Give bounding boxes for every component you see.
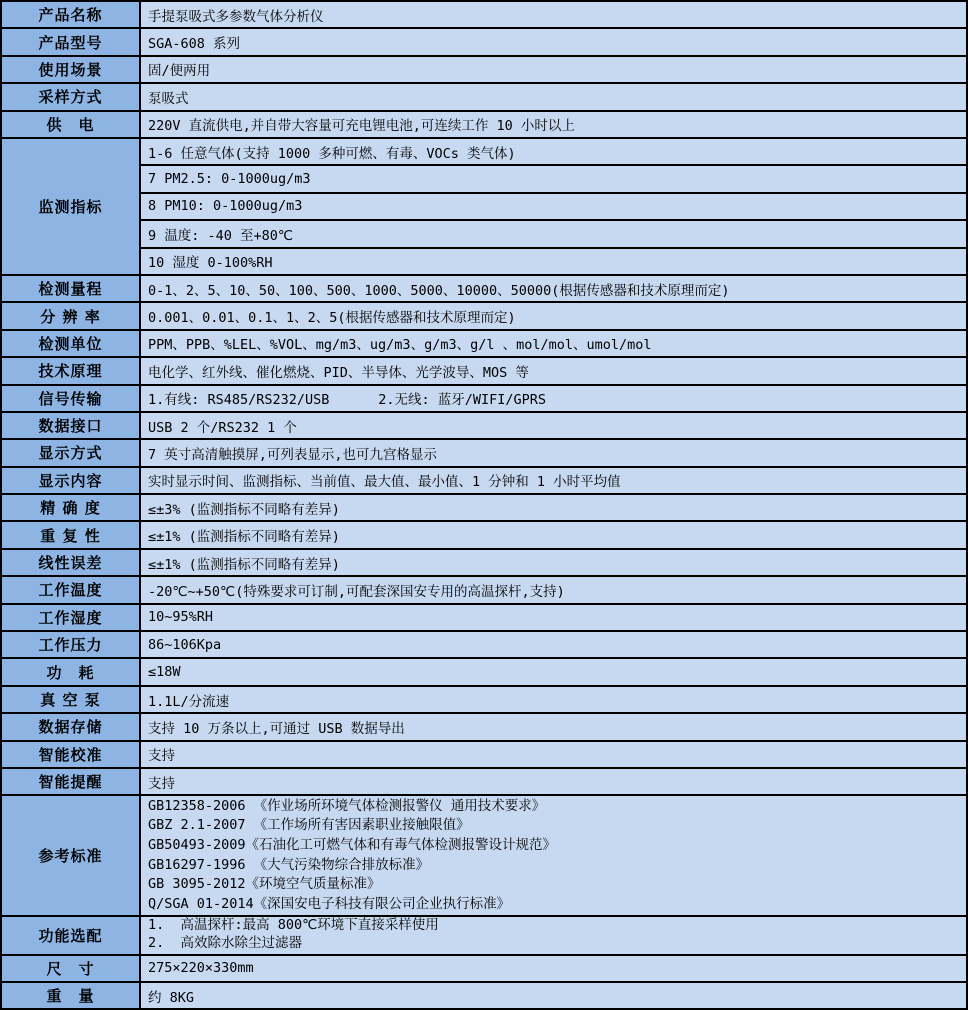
spec-values-weight — [141, 983, 966, 1008]
spec-values-tech-principle — [141, 358, 966, 383]
spec-value-line: GB12358-2006 《作业场所环境气体检测报警仪 通用技术要求》 — [148, 797, 546, 814]
spec-values-repeatability — [141, 522, 966, 547]
spec-values-ref-standards — [141, 796, 966, 915]
spec-value-cell: 7 英寸高清触摸屏,可列表显示,也可九宫格显示 — [148, 446, 438, 463]
spec-value-cell: 7 PM2.5: 0-1000ug/m3 — [141, 164, 966, 191]
spec-value-cell: 275×220×330mm — [148, 960, 254, 977]
spec-value-cell: 支持 — [148, 775, 175, 792]
spec-values-dimensions — [141, 956, 966, 981]
spec-value-line: 2. 高效除水除尘过滤器 — [148, 935, 303, 952]
spec-row-resolution — [2, 301, 966, 328]
spec-label-power-consume: 功 耗 — [2, 659, 141, 684]
spec-value-cell: 0.001、0.01、0.1、1、2、5(根据传感器和技术原理而定) — [148, 310, 516, 327]
spec-value-cell: 0-1、2、5、10、50、100、500、1000、5000、10000、50000(根据传感器和技术原理而定) — [148, 282, 730, 299]
spec-label-sampling-method: 采样方式 — [2, 84, 141, 109]
spec-values-display-content — [141, 468, 966, 493]
spec-row-power-consume — [2, 657, 966, 684]
spec-row-weight — [2, 981, 966, 1008]
spec-value-cell: 手提泵吸式多参数气体分析仪 — [148, 8, 324, 25]
spec-row-smart-calib — [2, 740, 966, 767]
spec-values-linearity-error — [141, 550, 966, 575]
spec-label-monitor-targets: 监测指标 — [2, 139, 141, 274]
spec-row-display-content — [2, 466, 966, 493]
spec-label-display-content: 显示内容 — [2, 468, 141, 493]
spec-values-monitor-targets — [141, 139, 966, 274]
spec-label-data-storage: 数据存储 — [2, 714, 141, 739]
spec-value-cell: 电化学、红外线、催化燃烧、PID、半导体、光学波导、MOS 等 — [148, 364, 529, 381]
spec-label-work-pressure: 工作压力 — [2, 632, 141, 657]
spec-value-cell: 10 湿度 0-100%RH — [141, 247, 966, 274]
spec-value-cell: ≤±1% (监测指标不同略有差异) — [148, 556, 340, 573]
spec-values-signal-transfer — [141, 386, 966, 411]
spec-value-cell: ≤18W — [148, 664, 181, 681]
spec-row-dimensions — [2, 954, 966, 981]
spec-values-power-supply — [141, 112, 966, 137]
spec-values-display-mode — [141, 440, 966, 465]
spec-value-cell: PPM、PPB、%LEL、%VOL、mg/m3、ug/m3、g/m3、g/l 、mol/mol、umol/mol — [148, 337, 652, 354]
spec-label-usage-scene: 使用场景 — [2, 57, 141, 82]
spec-value-cell: 约 8KG — [148, 989, 195, 1006]
spec-label-resolution: 分 辨 率 — [2, 303, 141, 328]
spec-label-tech-principle: 技术原理 — [2, 358, 141, 383]
spec-value-line: Q/SGA 01-2014《深国安电子科技有限公司企业执行标准》 — [148, 895, 511, 912]
spec-values-usage-scene — [141, 57, 966, 82]
spec-row-signal-transfer — [2, 384, 966, 411]
spec-value-cell: 泵吸式 — [148, 90, 189, 107]
spec-value-cell: 8 PM10: 0-1000ug/m3 — [141, 192, 966, 219]
spec-value-line: GBZ 2.1-2007 《工作场所有害因素职业接触限值》 — [148, 817, 470, 834]
spec-values-optional-func — [141, 917, 966, 954]
spec-values-power-consume — [141, 659, 966, 684]
spec-value-cell: ≤±1% (监测指标不同略有差异) — [148, 529, 340, 546]
spec-row-smart-remind — [2, 767, 966, 794]
spec-label-dimensions: 尺 寸 — [2, 956, 141, 981]
spec-row-work-pressure — [2, 630, 966, 657]
spec-label-optional-func: 功能选配 — [2, 917, 141, 954]
spec-row-optional-func — [2, 915, 966, 954]
spec-label-detect-range: 检测量程 — [2, 276, 141, 301]
spec-values-smart-remind — [141, 769, 966, 794]
spec-value-line: GB 3095-2012《环境空气质量标准》 — [148, 876, 381, 893]
spec-row-usage-scene — [2, 55, 966, 82]
spec-label-product-name: 产品名称 — [2, 2, 141, 27]
spec-label-power-supply: 供 电 — [2, 112, 141, 137]
spec-row-linearity-error — [2, 548, 966, 575]
spec-label-data-interface: 数据接口 — [2, 413, 141, 438]
spec-row-display-mode — [2, 438, 966, 465]
spec-label-vacuum-pump: 真 空 泵 — [2, 687, 141, 712]
spec-row-detect-unit — [2, 329, 966, 356]
spec-label-linearity-error: 线性误差 — [2, 550, 141, 575]
spec-label-work-humidity: 工作湿度 — [2, 605, 141, 630]
spec-row-power-supply — [2, 110, 966, 137]
spec-values-work-temp — [141, 577, 966, 602]
spec-values-detect-range — [141, 276, 966, 301]
spec-values-resolution — [141, 303, 966, 328]
spec-row-work-humidity — [2, 603, 966, 630]
spec-value-cell: -20℃~+50℃(特殊要求可订制,可配套深国安专用的高温探杆,支持) — [148, 583, 565, 600]
spec-value-cell: 1.有线: RS485/RS232/USB 2.无线: 蓝牙/WIFI/GPRS — [148, 392, 546, 409]
spec-value-cell: 支持 — [148, 748, 175, 765]
spec-label-smart-remind: 智能提醒 — [2, 769, 141, 794]
spec-row-accuracy — [2, 493, 966, 520]
spec-label-work-temp: 工作温度 — [2, 577, 141, 602]
spec-row-monitor-targets — [2, 137, 966, 274]
spec-values-product-name — [141, 2, 966, 27]
spec-label-signal-transfer: 信号传输 — [2, 386, 141, 411]
spec-label-display-mode: 显示方式 — [2, 440, 141, 465]
spec-value-cell: 实时显示时间、监测指标、当前值、最大值、最小值、1 分钟和 1 小时平均值 — [148, 474, 621, 491]
spec-values-data-storage — [141, 714, 966, 739]
spec-value-cell: 1.1L/分流速 — [148, 693, 230, 710]
spec-values-product-model — [141, 29, 966, 54]
spec-row-tech-principle — [2, 356, 966, 383]
spec-value-cell: 10~95%RH — [148, 609, 214, 626]
spec-values-work-pressure — [141, 632, 966, 657]
spec-values-vacuum-pump — [141, 687, 966, 712]
spec-value-cell: USB 2 个/RS232 1 个 — [148, 419, 297, 436]
spec-value-cell: SGA-608 系列 — [148, 36, 241, 53]
spec-label-detect-unit: 检测单位 — [2, 331, 141, 356]
spec-row-data-interface — [2, 411, 966, 438]
spec-value-cell — [141, 917, 966, 954]
spec-value-line: GB50493-2009《石油化工可燃气体和有毒气体检测报警设计规范》 — [148, 837, 557, 854]
spec-values-data-interface — [141, 413, 966, 438]
spec-values-smart-calib — [141, 742, 966, 767]
spec-row-sampling-method — [2, 82, 966, 109]
spec-values-detect-unit — [141, 331, 966, 356]
spec-value-cell: 1-6 任意气体(支持 1000 多种可燃、有毒、VOCs 类气体) — [148, 145, 516, 162]
spec-label-product-model: 产品型号 — [2, 29, 141, 54]
spec-label-repeatability: 重 复 性 — [2, 522, 141, 547]
spec-value-cell: ≤±3% (监测指标不同略有差异) — [148, 501, 340, 518]
spec-row-vacuum-pump — [2, 685, 966, 712]
spec-row-detect-range — [2, 274, 966, 301]
spec-values-work-humidity — [141, 605, 966, 630]
spec-values-accuracy — [141, 495, 966, 520]
spec-row-work-temp — [2, 575, 966, 602]
spec-label-ref-standards: 参考标准 — [2, 796, 141, 915]
spec-values-sampling-method — [141, 84, 966, 109]
spec-value-cell: 固/便两用 — [148, 63, 211, 80]
spec-value-cell: 86~106Kpa — [148, 636, 222, 653]
spec-row-ref-standards — [2, 794, 966, 915]
spec-value-line: 1. 高温探杆:最高 800℃环境下直接采样使用 — [148, 917, 439, 934]
spec-label-weight: 重 量 — [2, 983, 141, 1008]
spec-label-smart-calib: 智能校准 — [2, 742, 141, 767]
spec-row-product-model — [2, 27, 966, 54]
spec-value-cell: 支持 10 万条以上,可通过 USB 数据导出 — [148, 720, 405, 737]
spec-row-repeatability — [2, 520, 966, 547]
spec-value-cell: 220V 直流供电,并自带大容量可充电锂电池,可连续工作 10 小时以上 — [148, 118, 575, 135]
spec-row-data-storage — [2, 712, 966, 739]
spec-value-cell — [141, 796, 966, 915]
spec-label-accuracy: 精 确 度 — [2, 495, 141, 520]
spec-value-cell: 9 温度: -40 至+80℃ — [141, 219, 966, 246]
spec-value-line: GB16297-1996 《大气污染物综合排放标准》 — [148, 856, 430, 873]
spec-row-product-name — [2, 2, 966, 27]
